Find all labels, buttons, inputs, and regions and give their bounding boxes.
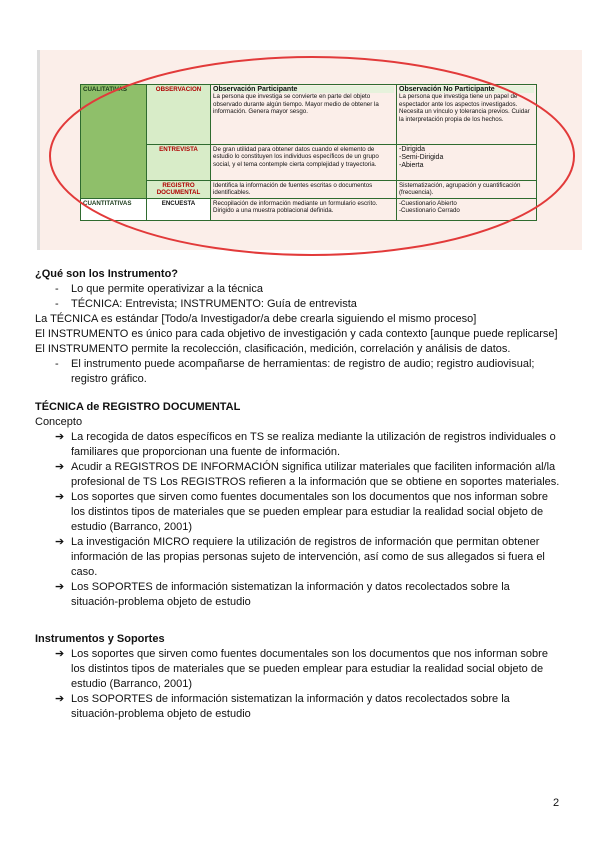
methods-table — [80, 84, 537, 221]
arrow-icon: ➔ — [55, 648, 65, 660]
list-item — [35, 535, 561, 580]
list-item — [35, 297, 570, 312]
arrow-icon: ➔ — [55, 461, 65, 473]
dash-bullet: - — [55, 358, 59, 370]
figure-left-rule — [37, 50, 40, 250]
technique-cell: ENCUESTA — [147, 199, 211, 221]
paragraph: El INSTRUMENTO permite la recolección, clasificación, medición, correlación y análisis de datos. — [35, 343, 511, 355]
table-cell: Identifica la información de fuentes escritas o documentos identificables. — [211, 181, 397, 199]
list-item-text: Los soportes que sirven como fuentes documentales son los documentos que nos informan sobre los distintos tipos de materiales que se pueden emplear para estudiar la realidad social objeto de estudio (Barranco, 2001) — [71, 491, 548, 533]
list-item — [35, 692, 541, 722]
arrow-icon: ➔ — [55, 536, 65, 548]
section-instrumentos — [35, 267, 570, 387]
dash-bullet: - — [55, 298, 59, 310]
paragraph: La TÉCNICA es estándar [Todo/a Investigador/a debe crearla siguiendo el mismo proceso] — [35, 313, 477, 325]
paragraph: El INSTRUMENTO es único para cada objetivo de investigación y cada contexto [aunque puede replicarse] — [35, 328, 558, 340]
table-cell — [397, 85, 537, 145]
list-item-text: Los SOPORTES de información sistematizan la información y datos recolectados sobre la situación-problema objeto de estudio — [71, 581, 510, 608]
table-cell-text: La persona que investiga se convierte en parte del objeto observado durante algún tiempo. Mayor medio de obtener la información. Genera mayor sesgo. — [213, 93, 379, 116]
table-row — [81, 145, 537, 181]
section-heading: ¿Qué son los Instrumento? — [35, 268, 179, 280]
list-item — [35, 357, 541, 387]
table-cell — [211, 85, 397, 145]
list-item — [35, 580, 541, 610]
section-registro-documental — [35, 400, 570, 610]
arrow-icon: ➔ — [55, 491, 65, 503]
table-cell: -Dirigida -Semi-Dirigida -Abierta — [397, 145, 537, 181]
list-item — [35, 430, 561, 460]
list-item — [35, 490, 561, 535]
table-cell: -Cuestionario Abierto -Cuestionario Cerrado — [397, 199, 537, 221]
section-subheading: Concepto — [35, 416, 83, 428]
table-cell: De gran utilidad para obtener datos cuando el elemento de estudio lo constituyen los individuos específicos de un grupo social, y el tema contemple cierta complejidad y trayectoria. — [211, 145, 397, 181]
section-heading: Instrumentos y Soportes — [35, 633, 165, 645]
list-item-text: Acudir a REGISTROS DE INFORMACIÓN significa utilizar materiales que faciliten información al/la profesional de TS Los REGISTROS refieren a la información que se obtiene en soportes materiales. — [71, 461, 560, 488]
list-item-text: Los SOPORTES de información sistematizan la información y datos recolectados sobre la situación-problema objeto de estudio — [71, 693, 510, 720]
table-row — [81, 181, 537, 199]
list-item-text: Lo que permite operativizar a la técnica — [71, 283, 263, 295]
table-cell: Sistematización, agrupación y cuantificación (frecuencia). — [397, 181, 537, 199]
list-item-text: Los soportes que sirven como fuentes documentales son los documentos que nos informan sobre los distintos tipos de materiales que se pueden emplear para estudiar la realidad social objeto de estudio (Barranco, 2001) — [71, 648, 548, 690]
list-item — [35, 647, 561, 692]
column-heading: Observación No Participante — [399, 86, 534, 93]
category-cell: CUANTITATIVAS — [81, 199, 147, 221]
list-item-text: La recogida de datos específicos en TS se realiza mediante la utilización de registros individuales o familiares que proporcionan una fuente de información. — [71, 431, 556, 458]
table-row — [81, 199, 537, 221]
table-cell: Recopilación de información mediante un formulario escrito. Dirigido a una muestra poblacional definida. — [211, 199, 397, 221]
list-item-text: La investigación MICRO requiere la utilización de registros de información que permitan obtener información de las propias personas sujeto de intervención, así como de sus allegados si fuera el caso. — [71, 536, 545, 578]
dash-bullet: - — [55, 283, 59, 295]
table-row — [81, 85, 537, 145]
arrow-icon: ➔ — [55, 693, 65, 705]
technique-cell: REGISTRO DOCUMENTAL — [147, 181, 211, 199]
list-item — [35, 460, 561, 490]
page-number: 2 — [553, 797, 560, 809]
column-heading: Observación Participante — [213, 86, 394, 93]
category-cell: CUALITATIVAS — [81, 85, 147, 199]
table-cell-text: La persona que investiga tiene un papel de espectador ante los aspectos investigados. Necesita un vínculo y tolerancia previos. Cuidar la interpretación propia de los hechos. — [399, 93, 530, 123]
arrow-icon: ➔ — [55, 581, 65, 593]
technique-cell: ENTREVISTA — [147, 145, 211, 181]
list-item — [35, 282, 570, 297]
list-item-text: El instrumento puede acompañarse de herramientas: de registro de audio; registro audiovisual; registro gráfico. — [71, 358, 535, 385]
arrow-icon: ➔ — [55, 431, 65, 443]
list-item-text: TÉCNICA: Entrevista; INSTRUMENTO: Guía de entrevista — [71, 298, 357, 310]
section-instrumentos-soportes — [35, 632, 570, 722]
technique-cell: OBSERVACION — [147, 85, 211, 145]
section-heading: TÉCNICA de REGISTRO DOCUMENTAL — [35, 401, 241, 413]
